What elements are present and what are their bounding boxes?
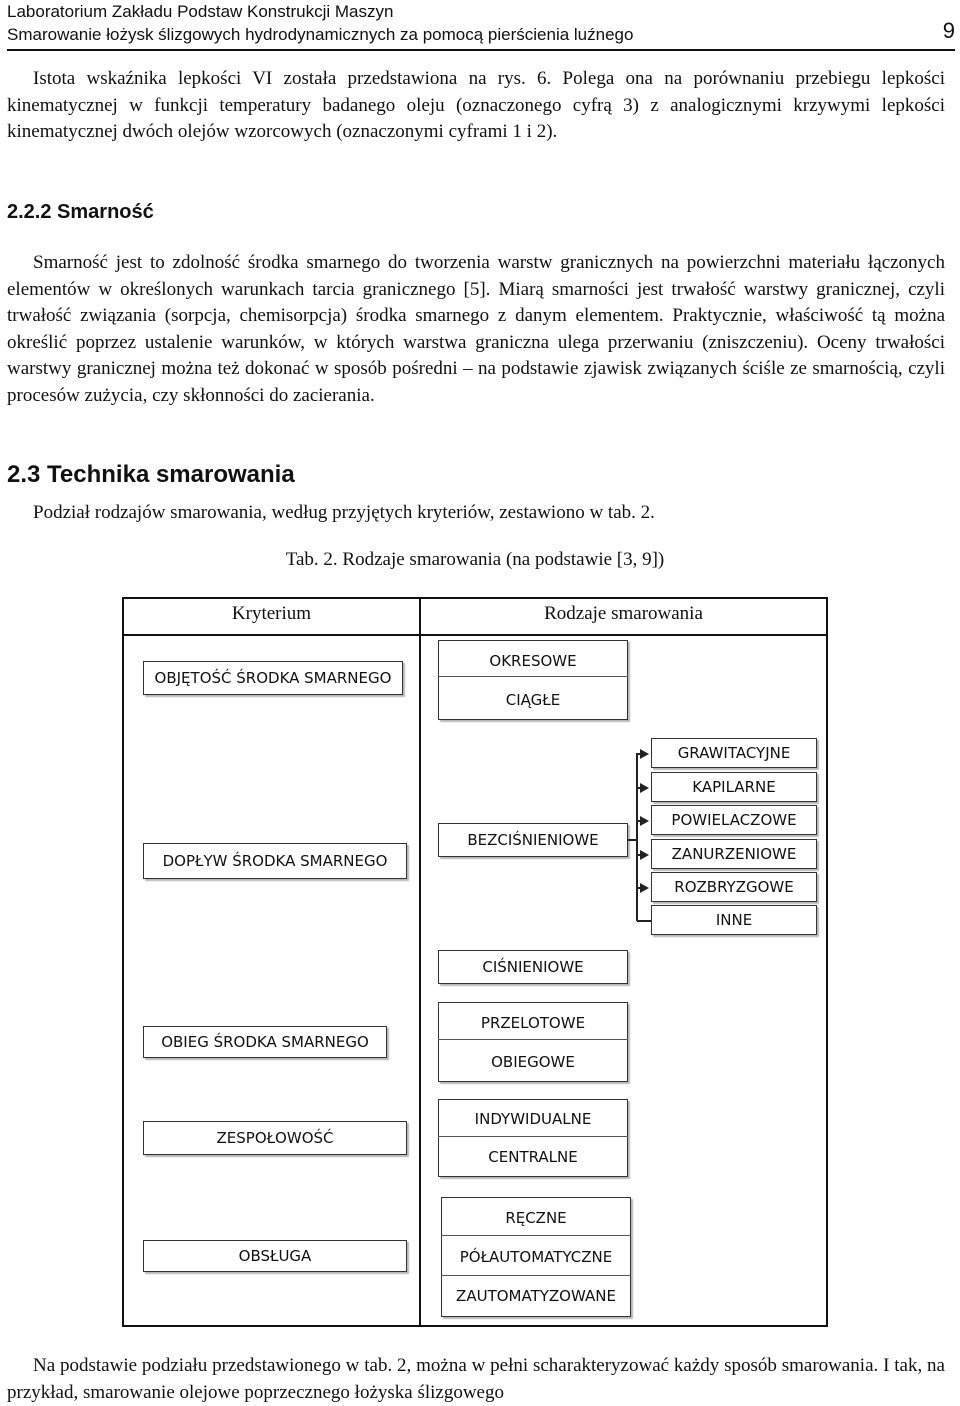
column-header-types: Rodzaje smarowania [544, 603, 703, 624]
types-volume-group [438, 640, 628, 720]
arrow-icon [640, 850, 649, 860]
criterion-service: OBSŁUGA [143, 1240, 407, 1272]
type-grawitacyjne: GRAWITACYJNE [651, 738, 817, 768]
intro-paragraph: Istota wskaźnika lepkości VI została przedstawiona na rys. 6. Polega ona na porównaniu przebiegu lepkości kinematycznej w funkcji temperatury badanego oleju (oznaczonego cyfrą 3) z analogicznymi krzywymi lepkości kinematycznej dwóch olejów wzorcowych (oznaczonymi cyframi 1 i 2). [7, 68, 945, 142]
type-polautomatyczne: PÓŁAUTOMATYCZNE [459, 1247, 613, 1266]
section-heading-technika: 2.3 Technika smarowania [7, 461, 295, 488]
header-lab-name: Laboratorium Zakładu Podstaw Konstrukcji Maszyn [7, 2, 394, 21]
table-header-divider [124, 634, 826, 636]
type-zautomatyzowane: ZAUTOMATYZOWANE [456, 1287, 616, 1306]
type-kapilarne: KAPILARNE [651, 772, 817, 802]
section-heading-smarnosc: 2.2.2 Smarność [7, 201, 154, 223]
header-divider [7, 49, 955, 51]
type-cisnieniowe: CIŚNIENIOWE [438, 950, 628, 984]
type-reczne: RĘCZNE [505, 1208, 567, 1227]
divider-service-group [441, 1235, 631, 1236]
type-indywidualne: INDYWIDUALNE [474, 1110, 592, 1128]
type-bezcisnieniowe: BEZCIŚNIENIOWE [438, 823, 628, 857]
type-rozbryzgowe: ROZBRYZGOWE [651, 872, 817, 902]
page-number: 9 [942, 18, 955, 43]
connector-trunk [636, 753, 638, 921]
divider-circulation-group [438, 1039, 628, 1040]
types-grouping-group [438, 1099, 628, 1177]
type-obiegowe: OBIEGOWE [491, 1052, 575, 1071]
smarnosc-paragraph: Smarność jest to zdolność środka smarnego do tworzenia warstw granicznych na powierzchni materiału łączonych elementów w określonych warunkach tarcia granicznego [5]. Miarą smarności jest trwałość warstwy granicznej, czyli trwałość związania (sorpcja, chemisorpcja) środka smarnego z danym elementem. Praktycznie, właściwość tą można określić poprzez ustalenie warunków, w których warstwa graniczna ulega przerwaniu (zniszczeniu). Oceny trwałości warstwy granicznej można też dokonać w sposób pośredni – na podstawie zjawisk związanych ściśle ze smarnością, czyli procesów zużycia, czy skłonności do zacierania. [7, 252, 945, 406]
table-caption: Tab. 2. Rodzaje smarowania (na podstawie [3, 9]) [285, 549, 665, 570]
arrow-icon [640, 749, 649, 759]
type-powielaczowe: POWIELACZOWE [651, 805, 817, 835]
type-przelotowe: PRZELOTOWE [480, 1013, 586, 1032]
type-okresowe: OKRESOWE [489, 651, 577, 670]
type-ciagle: CIĄGŁE [505, 690, 561, 709]
type-inne: INNE [651, 905, 817, 935]
type-zanurzeniowe: ZANURZENIOWE [651, 839, 817, 869]
arrow-icon [640, 816, 649, 826]
divider-service-group [441, 1275, 631, 1276]
divider-grouping-group [438, 1136, 628, 1137]
criterion-grouping: ZESPOŁOWOŚĆ [143, 1121, 407, 1155]
table-column-divider [419, 599, 421, 1325]
arrow-icon [640, 883, 649, 893]
header-document-title: Smarowanie łożysk ślizgowych hydrodynamicznych za pomocą pierścienia luźnego [7, 25, 634, 44]
criterion-volume: OBJĘTOŚĆ ŚRODKA SMARNEGO [143, 661, 403, 695]
type-centralne: CENTRALNE [488, 1148, 578, 1166]
criterion-circulation: OBIEG ŚRODKA SMARNEGO [143, 1026, 387, 1058]
criterion-supply: DOPŁYW ŚRODKA SMARNEGO [143, 843, 407, 879]
divider-volume-group [438, 676, 628, 677]
technika-paragraph: Podział rodzajów smarowania, według przyjętych kryteriów, zestawiono w tab. 2. [33, 502, 655, 523]
closing-paragraph: Na podstawie podziału przedstawionego w tab. 2, można w pełni scharakteryzować każdy sposób smarowania. I tak, na przykład, smarowanie olejowe poprzecznego łożyska ślizgowego [7, 1355, 945, 1403]
connector-branch [637, 920, 651, 922]
types-service-group [441, 1197, 631, 1317]
lubrication-types-table [122, 597, 828, 1327]
arrow-icon [640, 783, 649, 793]
column-header-criteria: Kryterium [231, 603, 312, 624]
types-circulation-group [438, 1002, 628, 1082]
